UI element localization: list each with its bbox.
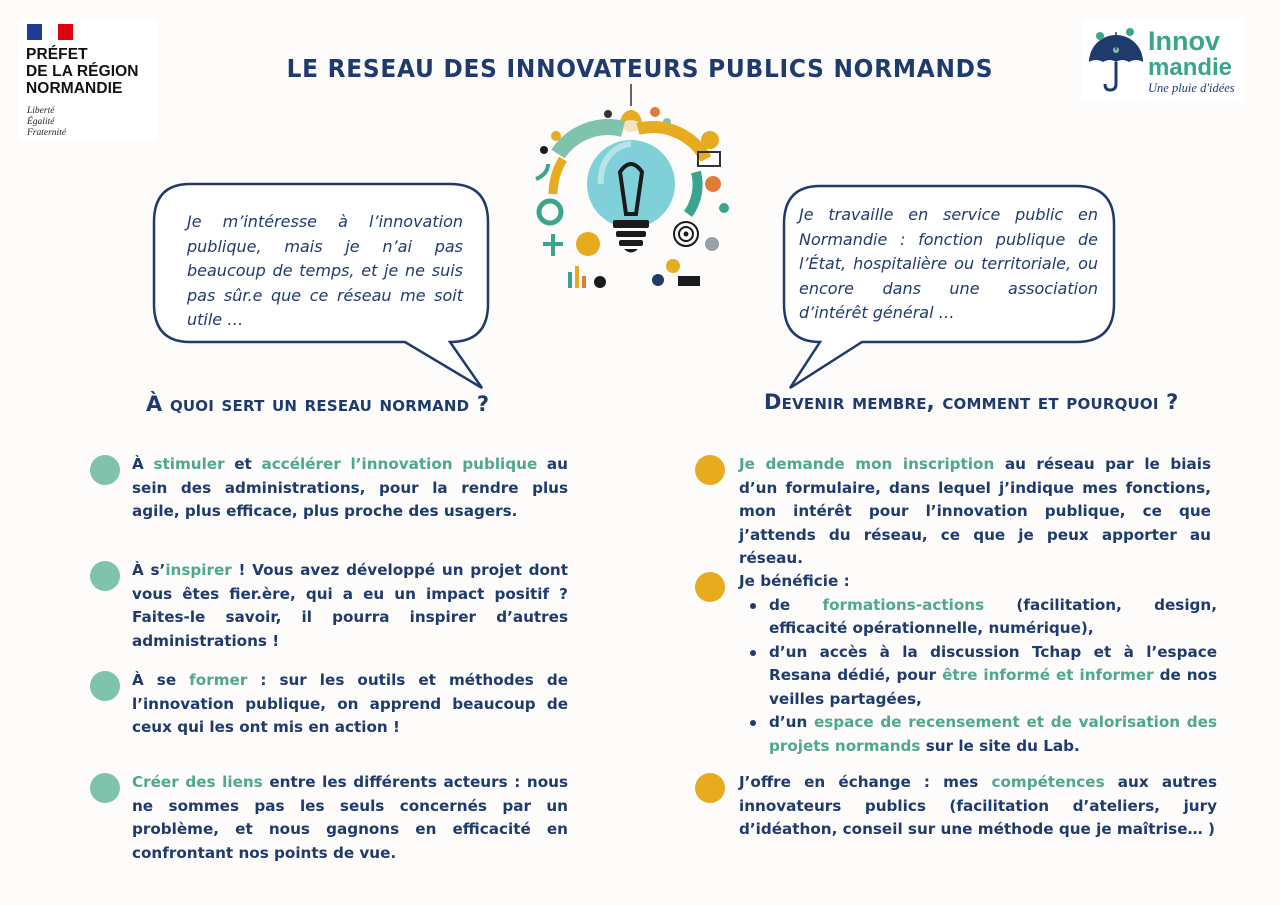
prefet-title: PRÉFET DE LA RÉGION NORMANDIE [26,46,139,97]
innov-logo-tagline: Une pluie d'idées [1148,81,1235,95]
right-item-2-text [739,570,1217,758]
lightbulb-illustration [528,84,734,296]
left-item-3-text: À se former : sur les outils et méthodes de l’innovation publique, on apprend beaucoup de ceux qui les ont mis en action ! [132,671,568,736]
left-item-4-text: Créer des liens entre les différents acteurs : nous ne sommes pas les seuls concernés par un problème, et nous gagnons en efficacité en confrontant nos points de vue. [132,773,569,862]
left-item-2-text: À s’inspirer ! Vous avez développé un projet dont vous êtes fier.ère, qui a eu un impact positif ? Faites-le savoir, il pourra inspirer d’autres administrations ! [132,561,568,650]
page-title: LE RESEAU DES INNOVATEURS PUBLICS NORMANDS [286,54,993,83]
gold-bullet-dot [695,455,725,485]
right-bubble-text: Je travaille en service public en Normandie : fonction publique de l’État, hospitalière ou territoriale, ou encore dans une association d’intérêt général … [799,205,1098,322]
right-section-heading: Devenir membre, comment et pourquoi ? [764,390,1179,414]
right-item-3-text: J’offre en échange : mes compétences aux autres innovateurs publics (facilitation d’ateliers, jury d’idéathon, conseil sur une méthode que je maîtrise… ) [739,773,1217,838]
left-section-heading: À quoi sert un reseau normand ? [146,392,490,416]
teal-bullet-dot [90,671,120,701]
right-item-1-text: Je demande mon inscription au réseau par le biais d’un formulaire, dans lequel j’indique mes fonctions, mon intérêt pour l’innovation publique, ce que j’attends du réseau, ce que je peux apporter au réseau. [739,455,1211,567]
innov-logo-line1: Innov [1148,26,1220,56]
teal-bullet-dot [90,561,120,591]
gold-bullet-dot [695,572,725,602]
benefit-1: de formations-actions (facilitation, design, efficacité opérationnelle, numérique), [739,594,1217,641]
teal-bullet-dot [90,455,120,485]
benefits-list [739,594,1217,759]
benefit-2: d’un accès à la discussion Tchap et à l’espace Resana dédié, pour être informé et informer de nos veilles partagées, [739,641,1217,712]
teal-bullet-dot [90,773,120,803]
innov-logo-line2: mandie [1148,54,1233,81]
left-item-1-text: À stimuler et accélérer l’innovation publique au sein des administrations, pour la rendre plus agile, plus efficace, plus proche des usagers. [132,455,568,520]
benefit-3: d’un espace de recensement et de valorisation des projets normands sur le site du Lab. [739,711,1217,758]
left-bubble-text: Je m’intéresse à l’innovation publique, mais je n’ai pas beaucoup de temps, et je ne suis pas sûr.e que ce réseau me soit utile … [187,212,463,329]
prefet-motto: Liberté Égalité Fraternité [27,106,67,138]
gold-bullet-dot [695,773,725,803]
french-flag-icon [27,24,73,40]
right-item-2-intro: Je bénéficie : [739,572,850,590]
